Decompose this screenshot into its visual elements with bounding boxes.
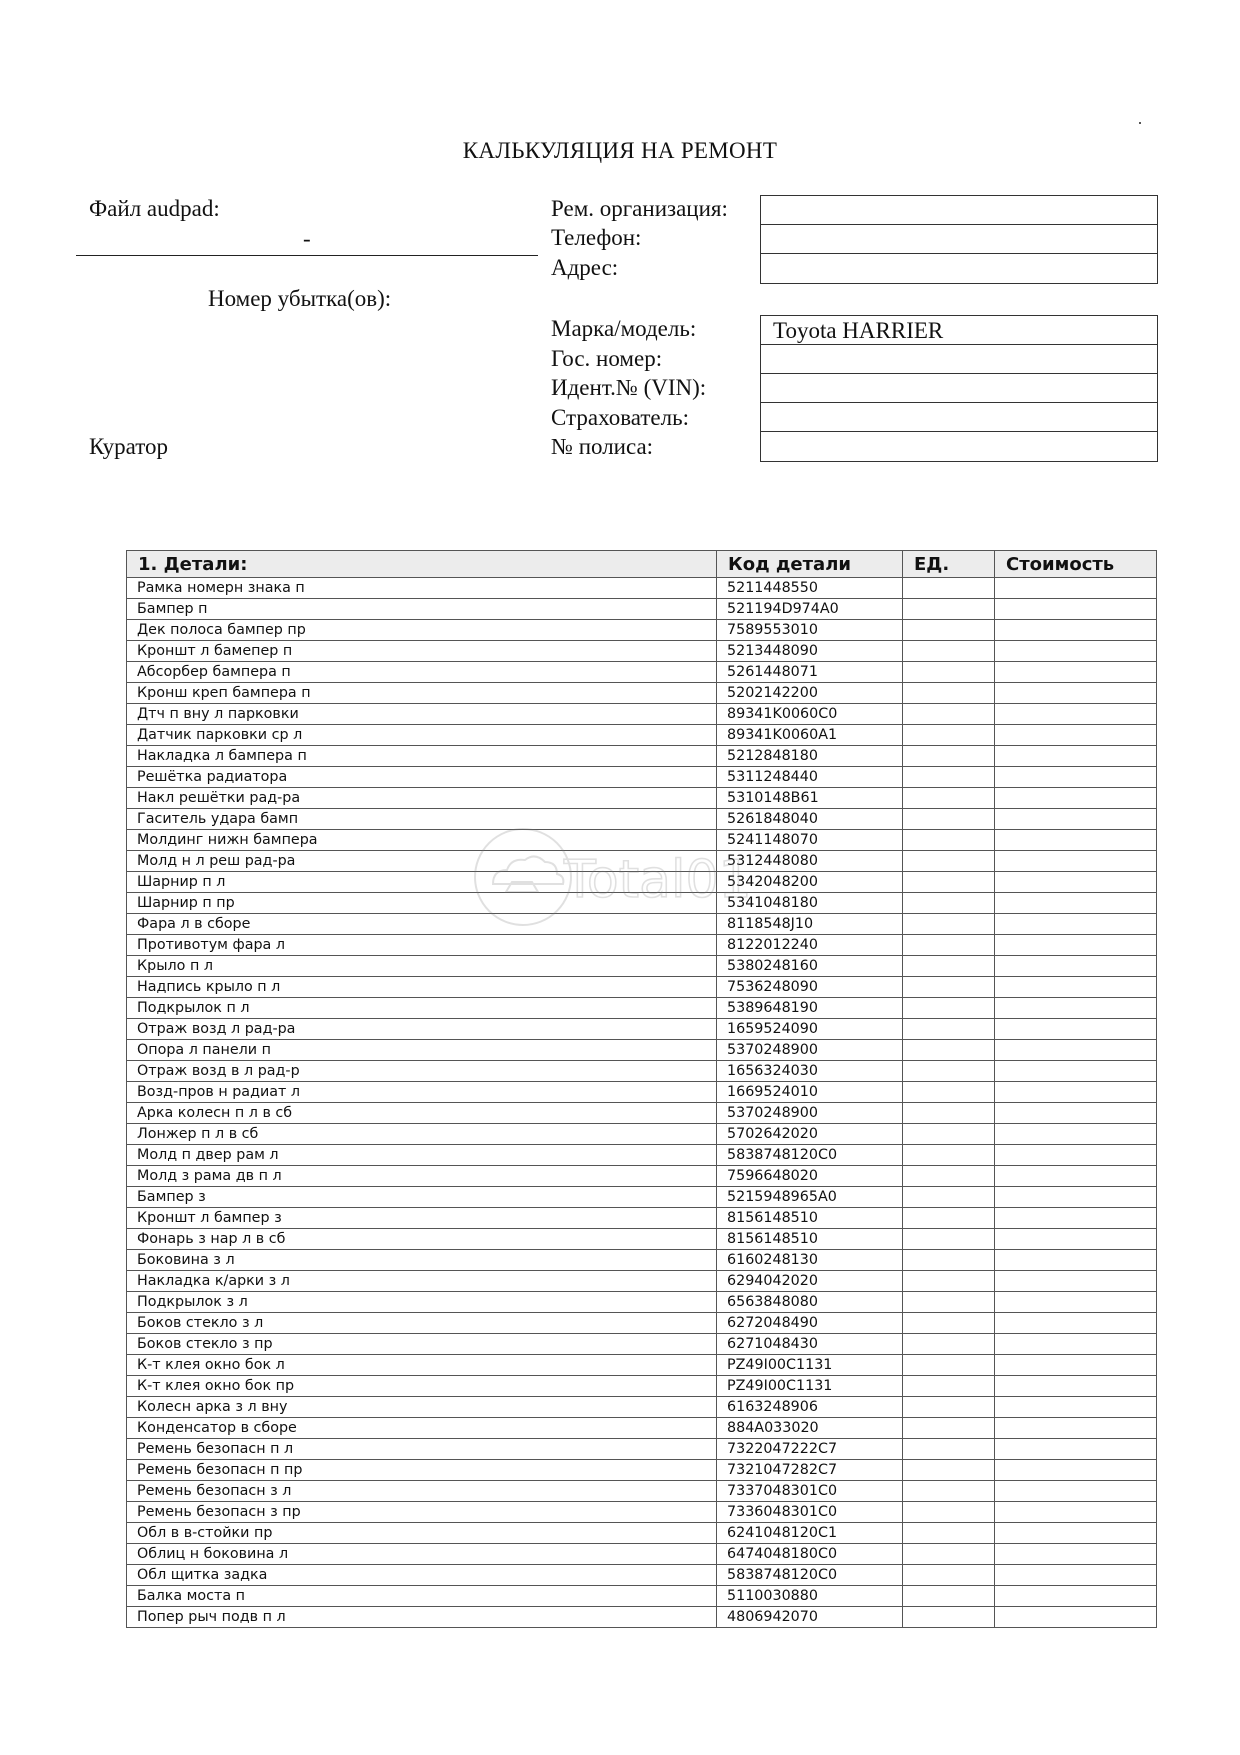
unit-cell <box>903 788 995 809</box>
cost-cell <box>995 1187 1157 1208</box>
part-name-cell: Накладка к/арки з л <box>127 1271 717 1292</box>
address-field <box>761 254 1157 283</box>
unit-cell <box>903 1313 995 1334</box>
cost-cell <box>995 578 1157 599</box>
part-code-cell: 7337048301C0 <box>717 1481 903 1502</box>
cost-cell <box>995 1229 1157 1250</box>
part-name-cell: Датчик парковки ср л <box>127 725 717 746</box>
unit-cell <box>903 830 995 851</box>
table-row <box>127 1502 1157 1523</box>
cost-cell <box>995 1061 1157 1082</box>
part-code-cell: 89341K0060A1 <box>717 725 903 746</box>
unit-cell <box>903 662 995 683</box>
part-name-cell: Кроншт л бампер з <box>127 1208 717 1229</box>
cost-cell <box>995 641 1157 662</box>
curator-label: Куратор <box>89 434 168 459</box>
part-code-cell: 884A033020 <box>717 1418 903 1439</box>
unit-cell <box>903 1418 995 1439</box>
table-row <box>127 767 1157 788</box>
unit-cell <box>903 1460 995 1481</box>
table-row <box>127 1271 1157 1292</box>
part-code-cell: 7322047222C7 <box>717 1439 903 1460</box>
table-row <box>127 1460 1157 1481</box>
part-code-cell: 5311248440 <box>717 767 903 788</box>
part-name-cell: Обл в в-стойки пр <box>127 1523 717 1544</box>
part-name-cell: Арка колесн п л в сб <box>127 1103 717 1124</box>
header-parts: 1. Детали: <box>127 551 717 578</box>
part-name-cell: Ремень безопасн з пр <box>127 1502 717 1523</box>
part-code-cell: 5370248900 <box>717 1103 903 1124</box>
cost-cell <box>995 956 1157 977</box>
part-code-cell: 5838748120C0 <box>717 1145 903 1166</box>
part-name-cell: Кронш креп бампера п <box>127 683 717 704</box>
part-name-cell: Колесн арка з л вну <box>127 1397 717 1418</box>
cost-cell <box>995 1103 1157 1124</box>
part-code-cell: 5202142200 <box>717 683 903 704</box>
unit-cell <box>903 1397 995 1418</box>
cost-cell <box>995 1376 1157 1397</box>
cost-cell <box>995 662 1157 683</box>
cost-cell <box>995 1481 1157 1502</box>
unit-cell <box>903 767 995 788</box>
cost-cell <box>995 872 1157 893</box>
cost-cell <box>995 788 1157 809</box>
part-code-cell: 5342048200 <box>717 872 903 893</box>
unit-cell <box>903 1061 995 1082</box>
table-row <box>127 1019 1157 1040</box>
unit-cell <box>903 704 995 725</box>
cost-cell <box>995 746 1157 767</box>
unit-cell <box>903 641 995 662</box>
cost-cell <box>995 1082 1157 1103</box>
part-name-cell: Молд з рама дв п л <box>127 1166 717 1187</box>
part-name-cell: Попер рыч подв п л <box>127 1607 717 1628</box>
repair-org-label: Рем. организация: <box>551 196 728 221</box>
unit-cell <box>903 893 995 914</box>
table-row <box>127 1418 1157 1439</box>
make-model-field: Toyota HARRIER <box>761 316 1157 345</box>
table-row <box>127 662 1157 683</box>
part-code-cell: 5261848040 <box>717 809 903 830</box>
part-code-cell: 5211448550 <box>717 578 903 599</box>
table-row <box>127 1187 1157 1208</box>
unit-cell <box>903 851 995 872</box>
part-name-cell: Абсорбер бампера п <box>127 662 717 683</box>
cost-cell <box>995 1586 1157 1607</box>
table-row <box>127 935 1157 956</box>
cost-cell <box>995 935 1157 956</box>
table-row <box>127 956 1157 977</box>
part-name-cell: Ремень безопасн п л <box>127 1439 717 1460</box>
part-name-cell: Рамка номерн знака п <box>127 578 717 599</box>
unit-cell <box>903 599 995 620</box>
file-label: Файл audpad: <box>89 196 220 221</box>
cost-cell <box>995 1418 1157 1439</box>
org-info-box <box>760 195 1158 284</box>
part-name-cell: Дек полоса бампер пр <box>127 620 717 641</box>
part-code-cell: 1659524090 <box>717 1019 903 1040</box>
cost-cell <box>995 1502 1157 1523</box>
table-row <box>127 1565 1157 1586</box>
cost-cell <box>995 1145 1157 1166</box>
insured-field <box>761 403 1157 432</box>
cost-cell <box>995 1040 1157 1061</box>
part-name-cell: К-т клея окно бок л <box>127 1355 717 1376</box>
cost-cell <box>995 1250 1157 1271</box>
part-code-cell: 6271048430 <box>717 1334 903 1355</box>
unit-cell <box>903 914 995 935</box>
unit-cell <box>903 977 995 998</box>
part-name-cell: Боков стекло з л <box>127 1313 717 1334</box>
part-code-cell: 7589553010 <box>717 620 903 641</box>
cost-cell <box>995 1019 1157 1040</box>
cost-cell <box>995 1607 1157 1628</box>
part-code-cell: 6160248130 <box>717 1250 903 1271</box>
part-code-cell: 8156148510 <box>717 1208 903 1229</box>
part-name-cell: Молдинг нижн бампера <box>127 830 717 851</box>
table-row <box>127 1124 1157 1145</box>
part-code-cell: 7596648020 <box>717 1166 903 1187</box>
cost-cell <box>995 704 1157 725</box>
policy-label: № полиса: <box>551 434 654 459</box>
part-code-cell: 5212848180 <box>717 746 903 767</box>
part-name-cell: Бампер п <box>127 599 717 620</box>
cost-cell <box>995 767 1157 788</box>
cost-cell <box>995 725 1157 746</box>
cost-cell <box>995 1544 1157 1565</box>
header-cost: Стоимость <box>995 551 1157 578</box>
unit-cell <box>903 1040 995 1061</box>
table-row <box>127 1250 1157 1271</box>
unit-cell <box>903 1376 995 1397</box>
part-code-cell: 5380248160 <box>717 956 903 977</box>
part-code-cell: PZ49I00C1131 <box>717 1355 903 1376</box>
table-row <box>127 1586 1157 1607</box>
table-row <box>127 1040 1157 1061</box>
table-row <box>127 683 1157 704</box>
table-row <box>127 1397 1157 1418</box>
part-name-cell: Бампер з <box>127 1187 717 1208</box>
part-code-cell: 7536248090 <box>717 977 903 998</box>
watermark <box>468 822 768 932</box>
table-row <box>127 1334 1157 1355</box>
part-name-cell: Шарнир п л <box>127 872 717 893</box>
plate-field <box>761 345 1157 374</box>
part-name-cell: Молд н л реш рад-ра <box>127 851 717 872</box>
part-name-cell: Гаситель удара бамп <box>127 809 717 830</box>
cost-cell <box>995 1397 1157 1418</box>
table-row <box>127 1544 1157 1565</box>
corner-mark <box>1139 122 1141 124</box>
table-row <box>127 1082 1157 1103</box>
unit-cell <box>903 1145 995 1166</box>
part-name-cell: Боков стекло з пр <box>127 1334 717 1355</box>
cost-cell <box>995 620 1157 641</box>
part-name-cell: Дтч п вну л парковки <box>127 704 717 725</box>
header-part-code: Код детали <box>717 551 903 578</box>
cost-cell <box>995 1565 1157 1586</box>
unit-cell <box>903 1208 995 1229</box>
part-name-cell: Облиц н боковина л <box>127 1544 717 1565</box>
unit-cell <box>903 1334 995 1355</box>
part-name-cell: Фонарь з нар л в сб <box>127 1229 717 1250</box>
part-code-cell: 7321047282C7 <box>717 1460 903 1481</box>
unit-cell <box>903 1271 995 1292</box>
part-name-cell: Отраж возд л рад-ра <box>127 1019 717 1040</box>
part-name-cell: Противотум фара л <box>127 935 717 956</box>
unit-cell <box>903 872 995 893</box>
part-name-cell: Балка моста п <box>127 1586 717 1607</box>
table-row <box>127 1229 1157 1250</box>
table-row <box>127 1481 1157 1502</box>
part-code-cell: 1656324030 <box>717 1061 903 1082</box>
part-code-cell: 7336048301C0 <box>717 1502 903 1523</box>
part-code-cell: 5702642020 <box>717 1124 903 1145</box>
part-name-cell: Подкрылок п л <box>127 998 717 1019</box>
part-name-cell: Накл решётки рад-ра <box>127 788 717 809</box>
table-row <box>127 1166 1157 1187</box>
unit-cell <box>903 1607 995 1628</box>
cost-cell <box>995 977 1157 998</box>
table-row <box>127 1313 1157 1334</box>
unit-cell <box>903 1166 995 1187</box>
part-code-cell: 5370248900 <box>717 1040 903 1061</box>
cost-cell <box>995 1166 1157 1187</box>
part-name-cell: Отраж возд в л рад-р <box>127 1061 717 1082</box>
cost-cell <box>995 1271 1157 1292</box>
table-row <box>127 1061 1157 1082</box>
unit-cell <box>903 1019 995 1040</box>
part-name-cell: Ремень безопасн з л <box>127 1481 717 1502</box>
part-code-cell: PZ49I00C1131 <box>717 1376 903 1397</box>
table-row <box>127 1439 1157 1460</box>
unit-cell <box>903 1124 995 1145</box>
unit-cell <box>903 683 995 704</box>
vin-label: Идент.№ (VIN): <box>551 375 707 400</box>
parts-table-header <box>127 551 1157 578</box>
part-code-cell: 5215948965A0 <box>717 1187 903 1208</box>
parts-table <box>126 550 1157 1628</box>
cost-cell <box>995 830 1157 851</box>
table-row <box>127 620 1157 641</box>
part-code-cell: 5838748120C0 <box>717 1565 903 1586</box>
part-code-cell: 5241148070 <box>717 830 903 851</box>
unit-cell <box>903 1187 995 1208</box>
table-row <box>127 1208 1157 1229</box>
part-name-cell: Боковина з л <box>127 1250 717 1271</box>
part-name-cell: Шарнир п пр <box>127 893 717 914</box>
cost-cell <box>995 1124 1157 1145</box>
cost-cell <box>995 1313 1157 1334</box>
part-code-cell: 6563848080 <box>717 1292 903 1313</box>
part-code-cell: 1669524010 <box>717 1082 903 1103</box>
cost-cell <box>995 998 1157 1019</box>
unit-cell <box>903 1355 995 1376</box>
cost-cell <box>995 914 1157 935</box>
header-unit: ЕД. <box>903 551 995 578</box>
unit-cell <box>903 1523 995 1544</box>
part-code-cell: 5110030880 <box>717 1586 903 1607</box>
cost-cell <box>995 893 1157 914</box>
cost-cell <box>995 809 1157 830</box>
table-row <box>127 1376 1157 1397</box>
part-name-cell: Возд-пров н радиат л <box>127 1082 717 1103</box>
unit-cell <box>903 935 995 956</box>
part-code-cell: 8122012240 <box>717 935 903 956</box>
table-row <box>127 599 1157 620</box>
part-code-cell: 6474048180C0 <box>717 1544 903 1565</box>
unit-cell <box>903 956 995 977</box>
unit-cell <box>903 1565 995 1586</box>
part-name-cell: Накладка л бампера п <box>127 746 717 767</box>
part-code-cell: 6241048120C1 <box>717 1523 903 1544</box>
unit-cell <box>903 1229 995 1250</box>
phone-label: Телефон: <box>551 225 642 250</box>
page-title: КАЛЬКУЛЯЦИЯ НА РЕМОНТ <box>462 138 778 163</box>
file-dash: - <box>303 226 311 251</box>
part-code-cell: 5389648190 <box>717 998 903 1019</box>
part-code-cell: 5312448080 <box>717 851 903 872</box>
table-row <box>127 977 1157 998</box>
cost-cell <box>995 1208 1157 1229</box>
plate-label: Гос. номер: <box>551 346 663 371</box>
table-row <box>127 788 1157 809</box>
table-row <box>127 998 1157 1019</box>
table-row <box>127 1145 1157 1166</box>
part-name-cell: Лонжер п л в сб <box>127 1124 717 1145</box>
unit-cell <box>903 1544 995 1565</box>
watermark-text: Total01 <box>564 850 752 910</box>
address-label: Адрес: <box>551 255 619 280</box>
part-code-cell: 5310148B61 <box>717 788 903 809</box>
cost-cell <box>995 1523 1157 1544</box>
part-name-cell: Обл щитка задка <box>127 1565 717 1586</box>
unit-cell <box>903 1292 995 1313</box>
table-row <box>127 578 1157 599</box>
part-code-cell: 6294042020 <box>717 1271 903 1292</box>
unit-cell <box>903 998 995 1019</box>
cost-cell <box>995 599 1157 620</box>
cost-cell <box>995 851 1157 872</box>
table-row <box>127 746 1157 767</box>
phone-field <box>761 225 1157 254</box>
insured-label: Страхователь: <box>551 405 689 430</box>
parts-table-body <box>127 578 1157 1628</box>
part-code-cell: 5341048180 <box>717 893 903 914</box>
cloud-car-logo-icon <box>468 822 768 932</box>
part-code-cell: 8156148510 <box>717 1229 903 1250</box>
unit-cell <box>903 578 995 599</box>
unit-cell <box>903 746 995 767</box>
part-code-cell: 8118548J10 <box>717 914 903 935</box>
unit-cell <box>903 1481 995 1502</box>
part-code-cell: 5261448071 <box>717 662 903 683</box>
part-code-cell: 6163248906 <box>717 1397 903 1418</box>
unit-cell <box>903 1250 995 1271</box>
cost-cell <box>995 1460 1157 1481</box>
table-row <box>127 704 1157 725</box>
table-row <box>127 725 1157 746</box>
table-row <box>127 1355 1157 1376</box>
part-name-cell: Молд п двер рам л <box>127 1145 717 1166</box>
make-model-label: Марка/модель: <box>551 316 697 341</box>
unit-cell <box>903 725 995 746</box>
part-name-cell: Опора л панели п <box>127 1040 717 1061</box>
part-name-cell: Фара л в сборе <box>127 914 717 935</box>
cost-cell <box>995 1439 1157 1460</box>
cost-cell <box>995 1292 1157 1313</box>
repair-org-field <box>761 196 1157 225</box>
part-code-cell: 6272048490 <box>717 1313 903 1334</box>
part-name-cell: Ремень безопасн п пр <box>127 1460 717 1481</box>
part-code-cell: 521194D974A0 <box>717 599 903 620</box>
vin-field <box>761 374 1157 403</box>
part-name-cell: К-т клея окно бок пр <box>127 1376 717 1397</box>
part-name-cell: Крыло п л <box>127 956 717 977</box>
part-code-cell: 5213448090 <box>717 641 903 662</box>
vehicle-info-box <box>760 315 1158 462</box>
table-row <box>127 1292 1157 1313</box>
table-row <box>127 1523 1157 1544</box>
cost-cell <box>995 683 1157 704</box>
unit-cell <box>903 1103 995 1124</box>
policy-field <box>761 432 1157 461</box>
part-name-cell: Кроншт л бамепер п <box>127 641 717 662</box>
unit-cell <box>903 1082 995 1103</box>
cost-cell <box>995 1334 1157 1355</box>
table-row <box>127 641 1157 662</box>
part-code-cell: 89341K0060C0 <box>717 704 903 725</box>
table-row <box>127 1103 1157 1124</box>
unit-cell <box>903 1502 995 1523</box>
claim-number-label: Номер убытка(ов): <box>208 286 392 311</box>
unit-cell <box>903 620 995 641</box>
part-name-cell: Надпись крыло п л <box>127 977 717 998</box>
unit-cell <box>903 1586 995 1607</box>
table-row <box>127 1607 1157 1628</box>
file-underline <box>76 255 538 256</box>
cost-cell <box>995 1355 1157 1376</box>
part-code-cell: 4806942070 <box>717 1607 903 1628</box>
part-name-cell: Конденсатор в сборе <box>127 1418 717 1439</box>
part-name-cell: Подкрылок з л <box>127 1292 717 1313</box>
unit-cell <box>903 809 995 830</box>
unit-cell <box>903 1439 995 1460</box>
part-name-cell: Решётка радиатора <box>127 767 717 788</box>
